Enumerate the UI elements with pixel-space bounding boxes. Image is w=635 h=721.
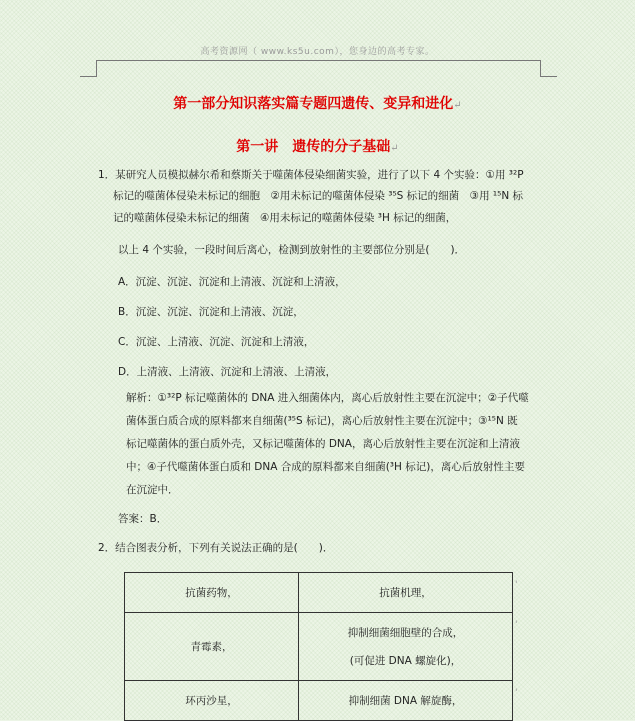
- table-row: [125, 613, 513, 681]
- table-cell-drug: 环丙沙星，: [125, 681, 299, 721]
- q1-analysis-line-1: 解析：①³²P 标记噬菌体的 DNA 进入细菌体内，离心后放射性主要在沉淀中；②子代噬: [126, 392, 529, 404]
- row-end-mark: ': [515, 620, 518, 630]
- header-rule: [96, 60, 540, 61]
- mechanism-line: (可促进 DNA 螺旋化)，: [349, 654, 462, 667]
- q1-line-2: 标记的噬菌体侵染未标记的细胞 ②用未标记的噬菌体侵染 ³⁵S 标记的细菌 ③用 ¹⁵N 标: [113, 190, 524, 202]
- table-cell-mechanism: 抑制细菌 DNA 解旋酶，: [299, 681, 513, 721]
- q1-line-3: 记的噬菌体侵染未标记的细菌 ④用未标记的噬菌体侵染 ³H 标记的细菌，: [113, 212, 457, 224]
- margin-corner-left: [80, 60, 97, 77]
- table-header-row: [125, 573, 513, 613]
- q1-analysis-line-3: 标记噬菌体的蛋白质外壳，又标记噬菌体的 DNA，离心后放射性主要在沉淀和上清液: [126, 438, 520, 450]
- table-header-drug: 抗菌药物，: [125, 573, 299, 613]
- q1-analysis-line-5: 在沉淀中．: [126, 484, 179, 496]
- margin-corner-right: [540, 60, 557, 77]
- page-header: 高考资源网（ www.ks5u.com），您身边的高考专家。: [200, 47, 435, 57]
- q2-stem: 2．结合图表分析，下列有关说法正确的是( )．: [98, 542, 334, 554]
- mechanism-line: 抑制细菌细胞壁的合成，: [347, 626, 464, 639]
- table-header-mechanism: 抗菌机理，: [299, 573, 513, 613]
- lecture-title-text: 第一讲 遗传的分子基础: [236, 139, 391, 155]
- q1-answer: 答案：B．: [118, 513, 168, 525]
- q1-stem: 以上 4 个实验，一段时间后离心，检测到放射性的主要部位分别是( )．: [118, 244, 466, 256]
- antibiotic-table: [124, 572, 513, 721]
- q1-option-b: B．沉淀、沉淀、沉淀和上清液、沉淀，: [118, 306, 304, 318]
- row-end-mark: ': [515, 580, 518, 590]
- table-row: [125, 681, 513, 721]
- q1-option-d: D．上清液、上清液、沉淀和上清液、上清液，: [118, 366, 337, 378]
- paragraph-mark: ↵: [390, 143, 399, 154]
- q1-analysis-line-2: 菌体蛋白质合成的原料都来自细菌(³⁵S 标记)，离心后放射性主要在沉淀中；③¹⁵N 既: [126, 415, 518, 427]
- paragraph-mark: ↵: [453, 100, 462, 111]
- lecture-title: [0, 136, 635, 156]
- table-cell-mechanism: [299, 613, 513, 681]
- main-title-text: 第一部分知识落实篇专题四遗传、变异和进化: [173, 96, 454, 112]
- table-cell-drug: 青霉素，: [125, 613, 299, 681]
- q1-option-a: A．沉淀、沉淀、沉淀和上清液、沉淀和上清液，: [118, 276, 346, 288]
- q1-analysis-line-4: 中；④子代噬菌体蛋白质和 DNA 合成的原料都来自细菌(³H 标记)，离心后放射性主要: [126, 461, 525, 473]
- q1-option-c: C．沉淀、上清液、沉淀、沉淀和上清液，: [118, 336, 315, 348]
- row-end-mark: ': [515, 688, 518, 698]
- q1-line-1: 1．某研究人员模拟赫尔希和蔡斯关于噬菌体侵染细菌实验，进行了以下 4 个实验：①用 ³²P: [98, 169, 524, 181]
- main-title: [0, 93, 635, 113]
